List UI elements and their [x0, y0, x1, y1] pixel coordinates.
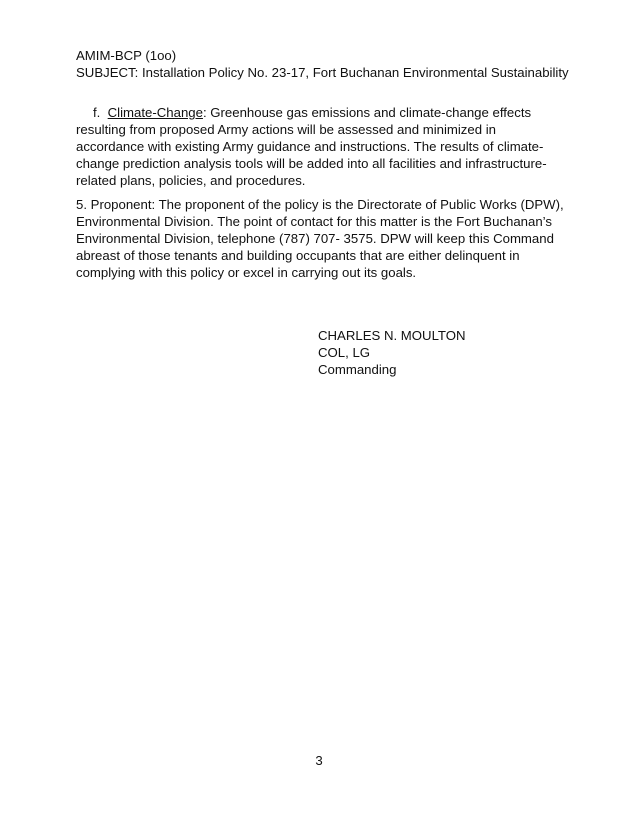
paragraph-f-body: : Greenhouse gas emissions and climate-change effects resulting from proposed Army actions will be assessed and minimized in accordance with existing Army guidance and instructions. The results of climate-change prediction analysis tools will be added into all facilities and infrastructure-related plans, policies, and procedures.: [76, 105, 547, 188]
signature-rank: COL, LG: [318, 345, 371, 360]
paragraph-f-marker: f.: [93, 105, 101, 120]
document-header: [76, 47, 569, 81]
office-symbol: AMIM-BCP (1oo): [76, 48, 177, 63]
signature-name: CHARLES N. MOULTON: [318, 328, 466, 343]
paragraph-5: [76, 196, 566, 281]
subject-line: SUBJECT: Installation Policy No. 23-17, Fort Buchanan Environmental Sustainability: [76, 65, 569, 80]
page-number: 3: [315, 753, 323, 768]
paragraph-f: [76, 104, 566, 189]
signature-block: [318, 327, 466, 378]
paragraph-f-title: Climate-Change: [107, 105, 203, 120]
signature-title: Commanding: [318, 362, 397, 377]
paragraph-f-text: [76, 104, 566, 189]
paragraph-5-text: 5. Proponent: The proponent of the policy is the Directorate of Public Works (DPW), Environmental Division. The point of contact for this matter is the Fort Buchanan’s Environmental Division, telephone (787) 707- 3575. DPW will keep this Command abreast of those tenants and building occupants that are either delinquent in complying with this policy or excel in carrying out its goals.: [76, 197, 564, 280]
